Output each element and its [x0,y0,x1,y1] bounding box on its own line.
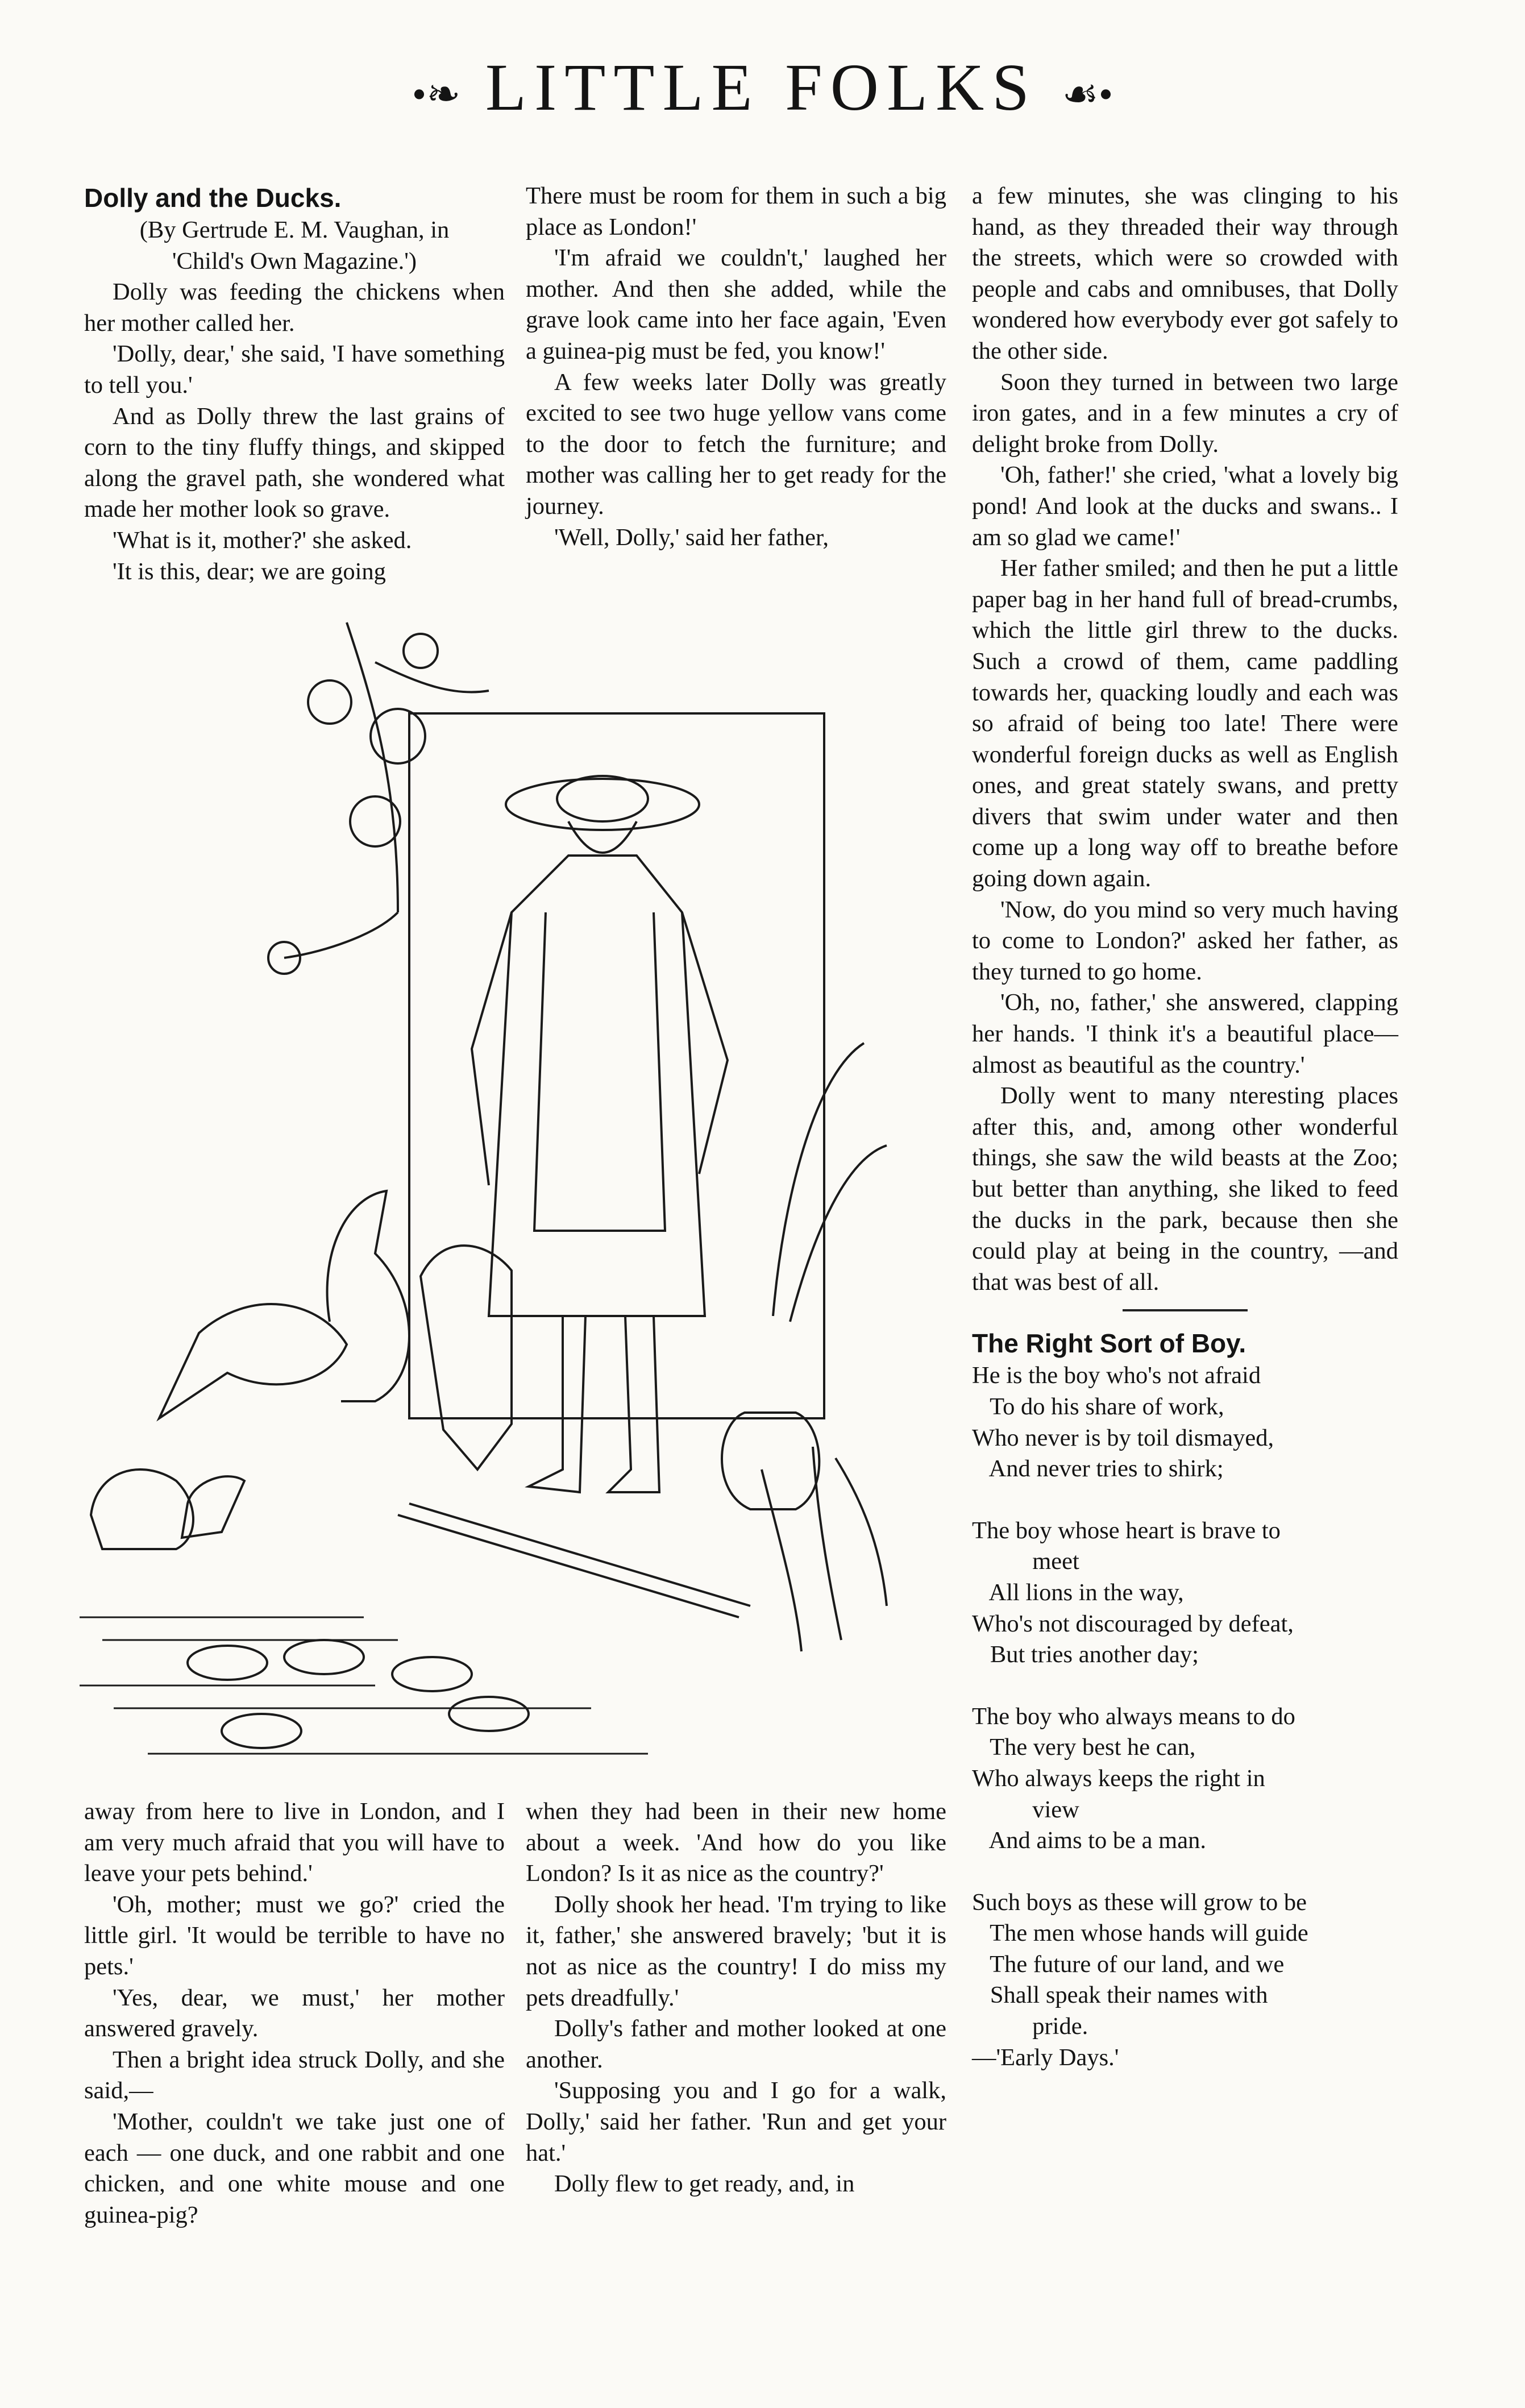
poem-line: The men whose hands will guide [972,1920,1308,1947]
flower-spray [268,622,489,974]
girl-figure [472,776,728,1492]
story-paragraph: Dolly's father and mother looked at one another. [526,2015,946,2073]
poem-line: And never tries to shirk; [972,1455,1224,1483]
story-paragraph: 'Mother, couldn't we take just one of each — one duck, and one rabbit and one chicken, and one white mouse and one guinea-pig? [84,2108,505,2228]
poem-line: He is the boy who's not afraid [972,1362,1261,1389]
story-paragraph: 'Yes, dear, we must,' her mother answered gravely. [84,1984,505,2042]
story-column-2-bottom [526,1796,946,2200]
section-divider [1123,1309,1248,1311]
poem-source: —'Early Days.' [972,2044,1119,2071]
story-paragraph: Her father smiled; and then he put a little paper bag in her hand full of bread-crumbs, which the little girl threw to the ducks. Such a crowd of them, came paddling towards her, quacking loudly and each was so afraid of being too late! There were wonderful foreign ducks as well as English ones, and great stately swans, and pretty divers that swim under water and then come up a long way off to breathe before going down again. [972,555,1398,892]
story-column-1-top [84,181,505,587]
story-column-1-bottom [84,1796,505,2231]
poem-line: Who always keeps the right in [972,1765,1265,1792]
header-ornament-left: •❧ [412,71,461,117]
poem-line: The boy whose heart is brave to [972,1517,1281,1544]
story-byline-1: (By Gertrude E. M. Vaughan, in [139,217,450,243]
story-paragraph: Dolly flew to get ready, and, in [554,2170,855,2198]
story-paragraph: 'Now, do you mind so very much having to come to London?' asked her father, as they turned to go home. [972,896,1398,985]
story-paragraph: 'It is this, dear; we are going [113,558,386,585]
story-paragraph: 'Oh, mother; must we go?' cried the little girl. 'It would be terrible to have no pets.' [84,1891,505,1980]
header-ornament-right: ☙• [1062,71,1113,117]
poem-line: Shall speak their names with [972,1982,1268,2009]
poem-line: And aims to be a man. [972,1827,1206,1854]
page-header [0,50,1525,124]
story-column-3 [972,181,1398,2073]
ducks [91,1191,529,1748]
story-paragraph: a few minutes, she was clinging to his hand, as they threaded their way through the streets, which were so crowded with people and cabs and omnibuses, that Dolly wondered how everybody ever got safely to the other side. [972,182,1398,364]
story-paragraph: Dolly shook her head. 'I'm trying to like it, father,' she answered bravely; 'but it is not as nice as the country! I do miss my pets dreadfully.' [526,1891,946,2011]
water-lines [80,1617,648,1754]
story-paragraph: 'What is it, mother?' she asked. [113,526,412,554]
story-paragraph: 'Dolly, dear,' she said, 'I have something to tell you.' [84,341,505,398]
poem-line: All lions in the way, [972,1579,1184,1606]
poem-line: Who never is by toil dismayed, [972,1424,1274,1451]
poem-line: Such boys as these will grow to be [972,1888,1307,1916]
jug [722,1413,819,1509]
story-paragraph: 'Well, Dolly,' said her father, [554,524,829,551]
poem-line: The very best he can, [972,1734,1196,1761]
poem-line: Who's not discouraged by defeat, [972,1610,1294,1637]
poem-title: The Right Sort of Boy. [972,1328,1246,1359]
poem-line: meet [972,1548,1079,1575]
poem-line: To do his share of work, [972,1393,1224,1420]
header-title: LITTLE FOLKS [485,50,1037,124]
poem-line: The future of our land, and we [972,1950,1285,1978]
story-paragraph: 'I'm afraid we couldn't,' laughed her mother. And then she added, while the grave look came into her face again, 'Even a guinea-pig must be fed, you know!' [526,244,946,364]
poem-body [972,1360,1398,2073]
story-title: Dolly and the Ducks. [84,183,342,213]
story-paragraph: There must be room for them in such a big place as London!' [526,182,946,240]
picture-frame [409,713,824,1418]
poem-line: view [972,1796,1079,1823]
poem-line: pride. [972,2013,1088,2040]
dolly-ducks-illustration [80,617,898,1776]
story-paragraph: 'Oh, no, father,' she answered, clapping her hands. 'I think it's a beautiful place—almost as beautiful as the country.' [972,989,1398,1078]
story-paragraph: Dolly went to many nteresting places after this, and, among other wonderful things, she saw the wild beasts at the Zoo; but better than anything, she liked to feed the ducks in the park, because then she could play at being in the country, —and that was best of all. [972,1082,1398,1296]
story-paragraph: And as Dolly threw the last grains of corn to the tiny fluffy things, and skipped along the gravel path, she wondered what made her mother look so grave. [84,402,505,523]
story-paragraph: 'Oh, father!' she cried, 'what a lovely big pond! And look at the ducks and swans.. I am so glad we came!' [972,462,1398,551]
plank [398,1515,739,1617]
story-paragraph: Soon they turned in between two large iron gates, and in a few minutes a cry of delight broke from Dolly. [972,368,1398,458]
story-byline-2: 'Child's Own Magazine.') [172,247,417,275]
poem-line: But tries another day; [972,1641,1199,1668]
story-paragraph: when they had been in their new home about a week. 'And how do you like London? Is it as nice as the country?' [526,1798,946,1887]
story-paragraph: Then a bright idea struck Dolly, and she said,— [84,2046,505,2104]
story-paragraph: Dolly was feeding the chickens when her mother called her. [84,279,505,337]
poem-line: The boy who always means to do [972,1703,1295,1730]
story-column-2-top [526,181,946,553]
story-paragraph: A few weeks later Dolly was greatly excited to see two huge yellow vans come to the door to fetch the furniture; and mother was calling her to get ready for the journey. [526,368,946,520]
story-paragraph: away from here to live in London, and I am very much afraid that you will have to leave your pets behind.' [84,1798,505,1887]
story-paragraph: 'Supposing you and I go for a walk, Dolly,' said her father. 'Run and get your hat.' [526,2077,946,2166]
